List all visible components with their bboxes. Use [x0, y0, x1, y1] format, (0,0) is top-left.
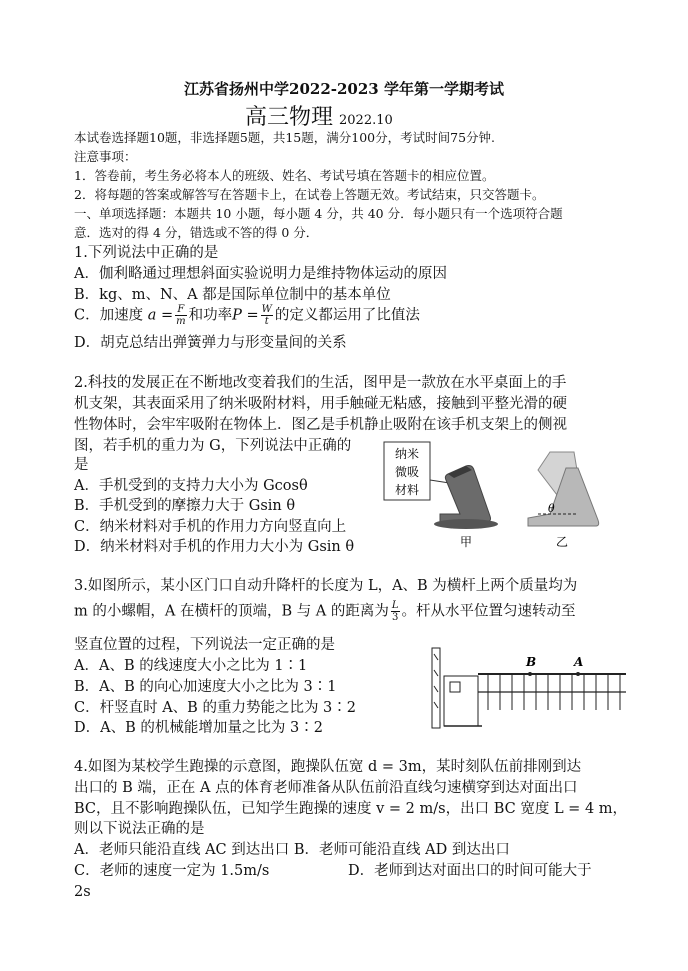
angle-theta: θ	[548, 502, 555, 515]
q1-option-c	[74, 304, 420, 327]
q2-option-c: C．纳米材料对手机的作用力方向竖直向上	[74, 519, 347, 535]
q1-c-p-num: W	[261, 304, 272, 315]
q4-option-c: C．老师的速度一定为 1.5m/s	[74, 863, 270, 879]
q3-option-b: B．A、B 的向心加速度大小之比为 3∶1	[74, 679, 337, 695]
q4-stem-1: 4.如图为某校学生跑操的示意图，跑操队伍宽 d = 3m，某时刻队伍前排刚到达	[74, 759, 582, 775]
q1-option-b: B．kg、m、N、A 都是国际单位制中的基本单位	[74, 287, 391, 303]
q1-c-a-frac	[175, 304, 186, 327]
point-a-label: A	[574, 655, 584, 669]
q2-figure	[378, 440, 618, 555]
q2-option-b: B．手机受到的摩擦力大于 Gsin θ	[74, 498, 296, 514]
q1-c-p: P =	[232, 307, 259, 324]
exam-title: 江苏省扬州中学2022-2023 学年第一学期考试	[184, 80, 504, 98]
q2-stem-3: 性物体时，会牢牢吸附在物体上．图乙是手机静止吸附在该手机支架上的侧视	[74, 417, 567, 433]
q1-stem: 1.下列说法中正确的是	[74, 245, 219, 261]
gate-box	[444, 676, 478, 726]
section-heading-1: 一、单项选择题：本题共 10 小题，每小题 4 分，共 40 分．每小题只有一个选项符合题	[74, 206, 563, 221]
q1-c-p-den: t	[264, 316, 269, 327]
q1-c-a-den: m	[176, 316, 186, 327]
q2-stem-4: 图，若手机的重力为 G，下列说法中正确的	[74, 438, 352, 454]
q1-c-a: a =	[147, 307, 174, 324]
q3-stem-2-post: 。杆从水平位置匀速转动至	[401, 603, 576, 620]
exam-date: 2022.10	[339, 113, 393, 128]
q3-figure	[430, 640, 630, 730]
nano-label-3: 材料	[394, 483, 420, 497]
q3-frac-den: 3	[392, 612, 399, 623]
q1-c-post: 的定义都运用了比值法	[274, 307, 420, 324]
figure-label-yi: 乙	[555, 535, 569, 549]
q4-stem-4: 则以下说法正确的是	[74, 821, 205, 837]
q3-option-c: C．杆竖直时 A、B 的重力势能之比为 3∶2	[74, 700, 356, 716]
q3-stem-2	[74, 600, 576, 623]
nut-b	[528, 672, 532, 676]
nano-label-2: 微吸	[394, 465, 420, 479]
notice-1: 1．答卷前，考生务必将本人的班级、姓名、考试号填在答题卡的相应位置。	[74, 168, 495, 183]
q2-stem-1: 2.科技的发展正在不断地改变着我们的生活，图甲是一款放在水平桌面上的手	[74, 375, 567, 391]
q3-option-a: A．A、B 的线速度大小之比为 1∶1	[74, 658, 308, 674]
q3-frac	[391, 600, 400, 623]
q3-stem-1: 3.如图所示，某小区门口自动升降杆的长度为 L，A、B 为横杆上两个质量均为	[74, 578, 578, 594]
notice-title: 注意事项：	[74, 149, 137, 164]
q1-c-p-frac	[261, 304, 273, 327]
q2-option-a: A．手机受到的支持力大小为 Gcosθ	[74, 478, 308, 494]
q3-stem-2-pre: m 的小螺帽，A 在横杆的顶端，B 与 A 的距离为	[74, 603, 389, 620]
notice-2: 2．将每题的答案或解答写在答题卡上，在试卷上答题无效。考试结束，只交答题卡。	[74, 187, 545, 202]
q2-stem-5: 是	[74, 457, 89, 473]
stand-jia-base	[434, 519, 498, 529]
q4-option-d-cont: 2s	[74, 884, 91, 900]
nano-label-1: 纳米	[394, 447, 420, 461]
gate-post	[432, 648, 440, 728]
section-heading-2: 意．选对的得 4 分，错选或不答的得 0 分．	[74, 225, 319, 240]
q1-c-pre: C．加速度	[74, 307, 144, 324]
subject-title	[245, 100, 393, 131]
intro-line: 本试卷选择题10题，非选择题5题，共15题，满分100分，考试时间75分钟.	[74, 130, 496, 145]
q1-option-a: A．伽利略通过理想斜面实验说明力是维持物体运动的原因	[74, 266, 447, 282]
q4-option-ab: A．老师只能沿直线 AC 到达出口 B．老师可能沿直线 AD 到达出口	[74, 842, 510, 858]
q2-option-d: D．纳米材料对手机的作用力大小为 Gsin θ	[74, 539, 355, 555]
figure-label-jia: 甲	[459, 535, 473, 549]
q1-c-mid: 和功率	[188, 307, 233, 324]
q4-stem-2: 出口的 B 端，正在 A 点的体育老师准备从队伍前沿直线匀速横穿到达对面出口	[74, 780, 578, 796]
stand-yi-body	[528, 468, 599, 526]
q2-stem-2: 机支架，其表面采用了纳米吸附材料，用手触碰无粘感，接触到平整光滑的硬	[74, 396, 567, 412]
subject-name: 高三物理	[245, 105, 334, 130]
q1-option-d: D．胡克总结出弹簧弹力与形变量间的关系	[74, 335, 347, 351]
nut-a	[576, 672, 580, 676]
point-b-label: B	[526, 655, 537, 669]
q4-stem-3: BC，且不影响跑操队伍，已知学生跑操的速度 v = 2 m/s，出口 BC 宽度 L = 4 m，	[74, 801, 628, 817]
q1-c-a-num: F	[175, 304, 186, 316]
q3-option-d: D．A、B 的机械能增加量之比为 3∶2	[74, 720, 323, 736]
q3-stem-3: 竖直位置的过程，下列说法一定正确的是	[74, 637, 335, 653]
q4-option-d: D．老师到达对面出口的时间可能大于	[348, 863, 592, 879]
stand-jia-body	[440, 466, 491, 523]
q3-frac-num: L	[391, 600, 399, 611]
